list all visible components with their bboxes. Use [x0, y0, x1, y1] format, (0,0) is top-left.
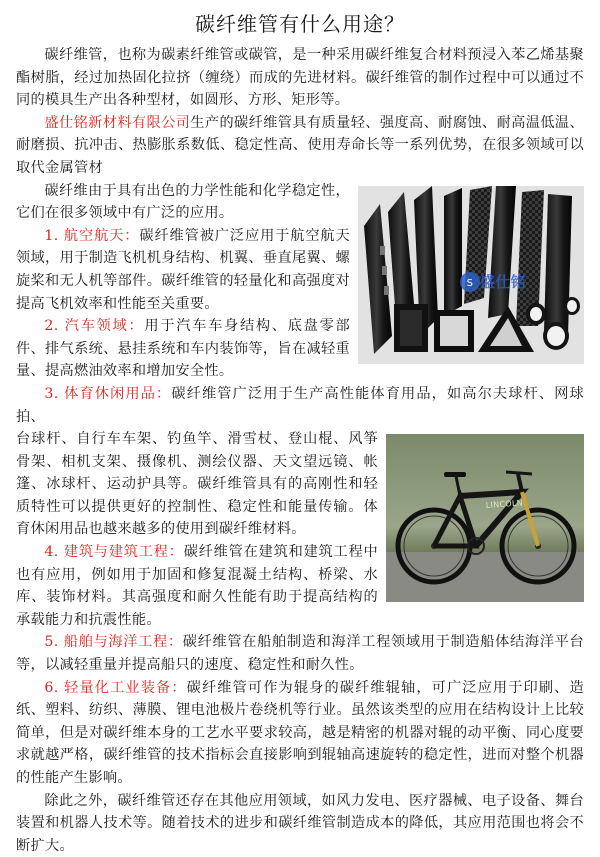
- section-4-text: 碳纤维管在建筑和建筑工程中也有应用，例如用于加固和修复混凝土结构、桥梁、水库、装饰材料。其高强度和耐久性能有助于提高结构的承载能力和抗震性能。: [16, 544, 378, 628]
- section-2-text: 用于汽车车身结构、底盘零部件、排气系统、悬挂系统和车内装饰等，旨在减轻重量、提高燃油效率和增加安全性。: [16, 318, 350, 380]
- section-1-text: 碳纤维管被广泛应用于航空航天领域，用于制造飞机机身结构、机翼、垂直尾翼、螺旋桨和无人机等部件。碳纤维管的轻量化和高强度对提高飞机效率和性能至关重要。: [16, 227, 350, 312]
- watermark-text: 盛仕铭: [480, 272, 526, 291]
- section-3-text-a: 碳纤维管广泛用于生产高性能体育用品，如高尔夫球杆、网球拍、: [16, 385, 584, 425]
- svg-text:S: S: [466, 277, 474, 289]
- wide-use-paragraph: 碳纤维由于具有出色的力学性能和化学稳定性，它们在很多领域中有广泛的应用。: [16, 182, 350, 222]
- section-3: [16, 383, 584, 428]
- section-6: [16, 677, 584, 790]
- section-5-text: 碳纤维管在船舶制造和海洋工程领域用于制造船体结海洋平台等，以减轻重量并提高船只的速度、稳定性和耐久性。: [16, 634, 584, 674]
- section-5-heading: 5. 船舶与海洋工程：: [44, 634, 183, 651]
- section-1-heading: 1. 航空航天：: [44, 227, 140, 244]
- section-2-heading: 2. 汽车领域：: [44, 318, 145, 335]
- section-5: [16, 631, 584, 676]
- brand-logo-icon: [460, 272, 480, 292]
- carbon-bicycle-photo: [386, 434, 584, 602]
- bicycle-illustration: [386, 434, 584, 602]
- section-4-heading: 4. 建筑与建筑工程：: [44, 544, 184, 561]
- company-name: 盛仕铭新材料有限公司: [44, 114, 191, 131]
- bike-brand-text: LINCOLN: [485, 498, 524, 511]
- section-6-text: 碳纤维管可作为辊身的碳纤维辊轴，可广泛应用于印刷、造纸、塑料、纺织、薄膜、锂电池极片卷绕机等行业。虽然该类型的应用在结构设计上比较简单，但是对碳纤维本身的工艺水平要求较高，越是精密的机器对辊的动平衡、同心度要求就越严格，碳纤维管的技术指标会直接影响到辊轴高速旋转的稳定性，进而对整个机器的性能产生影响。: [16, 679, 584, 786]
- section-3-text-b: 台球杆、自行车车架、钓鱼竿、滑雪杖、登山棍、风筝骨架、相机支架、摄像机、测绘仪器、天文望远镜、帐篷、冰球杆、运动护具等。碳纤维管具有的高刚性和轻质特性可以提供更好的控制性、稳定性和能量传输。体育休闲用品也越来越多的使用到碳纤维材料。: [16, 431, 378, 538]
- section-3-heading: 3. 体育休闲用品：: [44, 385, 172, 402]
- article: [16, 0, 584, 857]
- company-text: 生产的碳纤维管具有质量轻、强度高、耐腐蚀、耐高温低温、耐磨损、抗冲击、热膨胀系数低、稳定性高、使用寿命长等一系列优势，在很多领域可以取代金属管材: [16, 114, 584, 176]
- intro-paragraph: 碳纤维管，也称为碳素纤维管或碳管，是一种采用碳纤维复合材料预浸入苯乙烯基聚酯树脂，经过加热固化拉挤（缠绕）而成的先进材料。碳纤维管的制作过程中可以通过不同的模具生产出各种型材，如圆形、方形、矩形等。: [16, 47, 584, 109]
- company-paragraph: [16, 112, 584, 180]
- carbon-tubes-illustration: [358, 186, 584, 364]
- page-title: 碳纤维管有什么用途？: [195, 12, 405, 36]
- section-6-heading: 6. 轻量化工业装备：: [44, 679, 187, 696]
- closing-paragraph: 除此之外，碳纤维管还存在其他应用领域，如风力发电、医疗器械、电子设备、舞台装置和机器人技术等。随着技术的进步和碳纤维管制造成本的降低，其应用范围也将会不断扩大。: [16, 792, 584, 854]
- carbon-tubes-photo: [358, 186, 584, 364]
